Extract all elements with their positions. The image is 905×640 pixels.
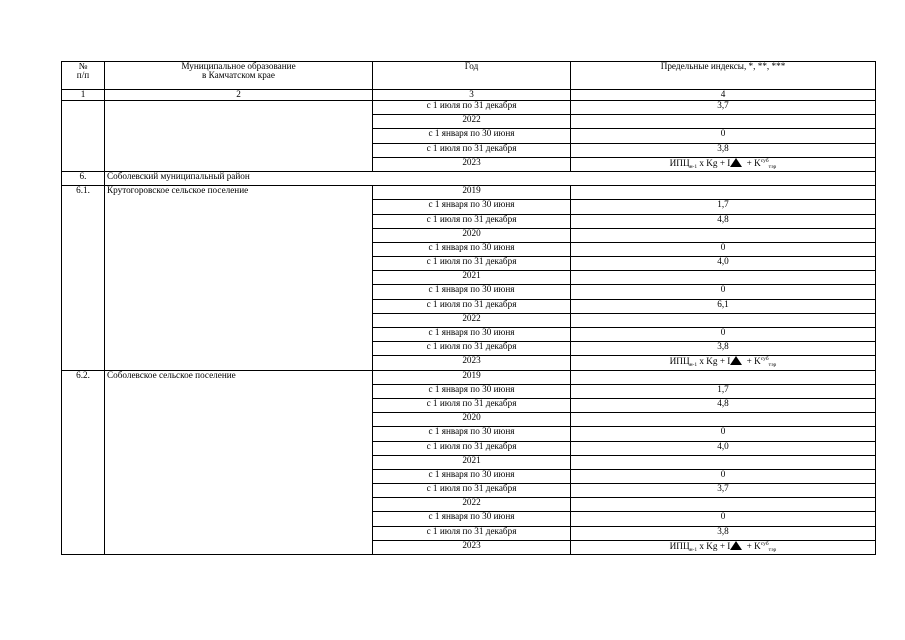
year-cell: 2021: [373, 455, 571, 469]
table-row: [62, 101, 876, 115]
numbering-cell: 4: [571, 90, 876, 101]
index-cell: [571, 313, 876, 327]
year-cell: с 1 июля по 31 декабря: [373, 101, 571, 115]
year-cell: с 1 июля по 31 декабря: [373, 143, 571, 157]
table-row: [62, 370, 876, 384]
index-cell: [571, 115, 876, 129]
year-cell: 2019: [373, 186, 571, 200]
index-cell: [571, 498, 876, 512]
row-number-cell: [62, 101, 105, 172]
index-cell: [571, 370, 876, 384]
year-cell: с 1 июля по 31 декабря: [373, 342, 571, 356]
header-number-label: № п/п: [76, 61, 90, 81]
section-row: [62, 171, 876, 185]
formula-k-sup: суб: [760, 356, 769, 363]
year-cell: с 1 января по 30 июня: [373, 285, 571, 299]
index-cell: 0: [571, 469, 876, 483]
delta-icon: [730, 158, 742, 167]
header-municipality: [105, 62, 373, 90]
formula-k-sup: суб: [760, 157, 769, 164]
year-cell: 2022: [373, 313, 571, 327]
year-cell: с 1 января по 30 июня: [373, 129, 571, 143]
year-cell: с 1 июля по 31 декабря: [373, 526, 571, 540]
index-cell: [571, 271, 876, 285]
index-cell: 3,7: [571, 101, 876, 115]
year-cell: с 1 июля по 31 декабря: [373, 299, 571, 313]
index-cell: [571, 356, 876, 370]
index-formula: [669, 356, 777, 369]
index-cell: [571, 186, 876, 200]
formula-plus-k: + K: [744, 356, 761, 367]
year-cell: 2021: [373, 271, 571, 285]
year-cell: с 1 июля по 31 декабря: [373, 484, 571, 498]
section-number: 6.: [62, 171, 105, 185]
year-cell: с 1 января по 30 июня: [373, 469, 571, 483]
formula-ipc-sub: н-1: [689, 546, 698, 553]
header-row: [62, 62, 876, 90]
index-cell: 0: [571, 512, 876, 526]
formula-ipc: ИПЦ: [669, 157, 690, 168]
formula-k-sub: тэр: [768, 163, 777, 170]
year-cell: с 1 января по 30 июня: [373, 512, 571, 526]
formula-ipc-sub: н-1: [689, 163, 698, 170]
header-year: [373, 62, 571, 90]
formula-k-sup: суб: [760, 540, 769, 547]
year-cell: с 1 января по 30 июня: [373, 242, 571, 256]
index-cell: 3,8: [571, 342, 876, 356]
year-cell: с 1 июля по 31 декабря: [373, 398, 571, 412]
formula-ipc: ИПЦ: [669, 356, 690, 367]
index-cell: [571, 455, 876, 469]
delta-icon: [730, 541, 742, 550]
row-number-cell: 6.1.: [62, 186, 105, 370]
year-cell: с 1 января по 30 июня: [373, 200, 571, 214]
index-cell: 3,7: [571, 484, 876, 498]
formula-ipc: ИПЦ: [669, 540, 690, 551]
year-cell: с 1 января по 30 июня: [373, 427, 571, 441]
year-cell: с 1 июля по 31 декабря: [373, 257, 571, 271]
row-number-cell: 6.2.: [62, 370, 105, 554]
year-cell: 2023: [373, 356, 571, 370]
index-cell: [571, 413, 876, 427]
year-cell: 2023: [373, 540, 571, 554]
header-municipality-label: Муниципальное образование в Камчатском крае: [181, 61, 296, 81]
index-cell: [571, 157, 876, 171]
formula-mid: x Kg + I: [697, 356, 731, 367]
year-cell: 2023: [373, 157, 571, 171]
header-year-label: Год: [464, 61, 479, 71]
index-cell: 3,8: [571, 526, 876, 540]
index-cell: 0: [571, 242, 876, 256]
year-cell: 2019: [373, 370, 571, 384]
formula-plus-k: + K: [744, 157, 761, 168]
header-number: [62, 62, 105, 90]
index-cell: [571, 228, 876, 242]
index-cell: 0: [571, 129, 876, 143]
formula-k-sub: тэр: [768, 546, 777, 553]
index-cell: 3,8: [571, 143, 876, 157]
section-name: Соболевский муниципальный район: [105, 171, 876, 185]
index-cell: 0: [571, 427, 876, 441]
tariff-index-table: [61, 61, 876, 555]
index-cell: 1,7: [571, 384, 876, 398]
header-indices-label: Предельные индексы, *, **, ***: [660, 61, 786, 71]
index-formula: [670, 541, 777, 551]
year-cell: 2022: [373, 498, 571, 512]
numbering-cell: 2: [105, 90, 373, 101]
municipality-name-cell: Крутогоровское сельское поселение: [105, 186, 373, 370]
formula-plus-k: + K: [744, 540, 761, 551]
index-cell: 0: [571, 285, 876, 299]
index-formula: [670, 158, 777, 168]
index-cell: 6,1: [571, 299, 876, 313]
year-cell: 2022: [373, 115, 571, 129]
index-cell: 4,0: [571, 441, 876, 455]
formula-mid: x Kg + I: [697, 540, 731, 551]
municipality-name-cell: [105, 101, 373, 172]
header-indices: [571, 62, 876, 90]
year-cell: с 1 января по 30 июня: [373, 384, 571, 398]
index-cell: 4,0: [571, 257, 876, 271]
formula-mid: x Kg + I: [697, 157, 731, 168]
index-cell: 0: [571, 328, 876, 342]
year-cell: 2020: [373, 413, 571, 427]
numbering-cell: 3: [373, 90, 571, 101]
formula-ipc-sub: н-1: [689, 362, 698, 369]
year-cell: 2020: [373, 228, 571, 242]
index-cell: 4,8: [571, 214, 876, 228]
table-body: [62, 62, 876, 555]
index-cell: 4,8: [571, 398, 876, 412]
year-cell: с 1 июля по 31 декабря: [373, 214, 571, 228]
year-cell: с 1 января по 30 июня: [373, 328, 571, 342]
formula-k-sub: тэр: [768, 362, 777, 369]
municipality-name-cell: Соболевское сельское поселение: [105, 370, 373, 554]
numbering-cell: 1: [62, 90, 105, 101]
numbering-row: [62, 90, 876, 101]
table-row: [62, 186, 876, 200]
year-cell: с 1 июля по 31 декабря: [373, 441, 571, 455]
delta-icon: [730, 356, 742, 365]
index-cell: [571, 540, 876, 554]
index-cell: 1,7: [571, 200, 876, 214]
